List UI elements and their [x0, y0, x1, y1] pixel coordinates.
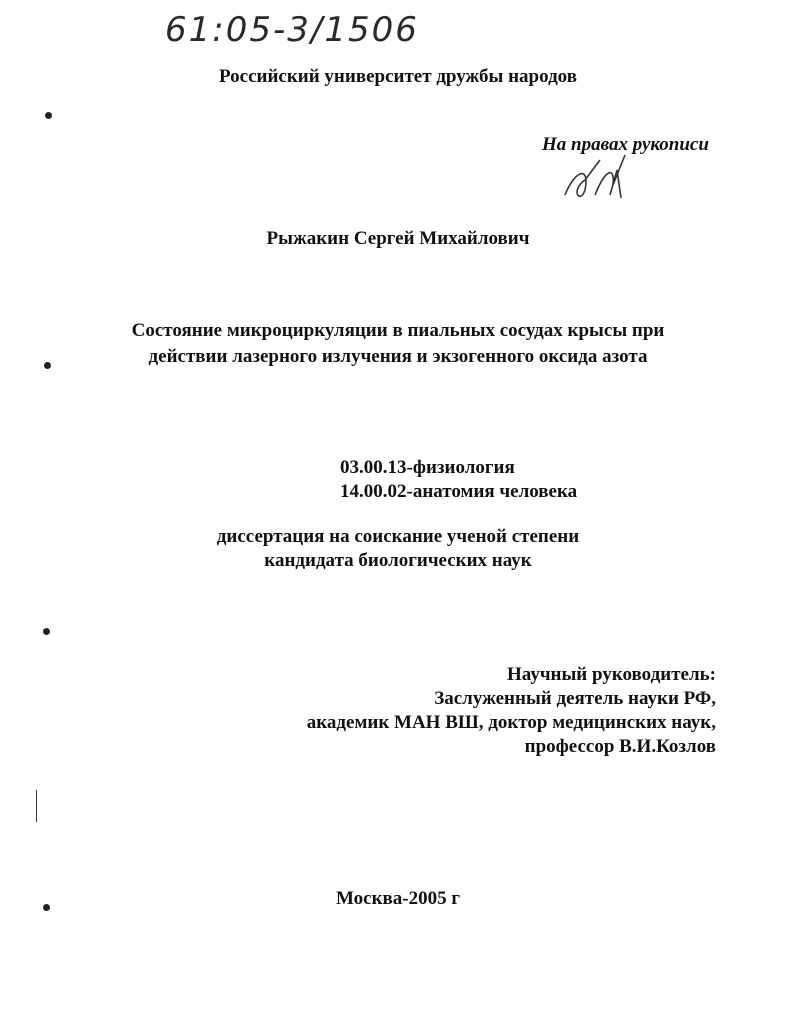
place-year: Москва-2005 г	[335, 888, 461, 909]
specialty-2: 14.00.02-анатомия человека	[340, 481, 578, 502]
signature-icon	[555, 150, 645, 220]
author-name: Рыжакин Сергей Михайлович	[266, 228, 530, 249]
supervisor-line-1: Заслуженный деятель науки РФ,	[434, 688, 716, 709]
supervisor-heading: Научный руководитель:	[507, 664, 716, 685]
specialty-1: 03.00.13-физиология	[340, 457, 515, 478]
margin-dot	[43, 628, 50, 635]
margin-mark	[36, 790, 37, 822]
degree-line-1: диссертация на соискание ученой степени	[216, 526, 580, 547]
degree-line-2: кандидата биологических наук	[264, 550, 532, 571]
manuscript-note: На правах рукописи	[542, 134, 709, 155]
archive-number: 61:05-3/1506	[165, 10, 419, 50]
university-name: Российский университет дружбы народов	[219, 66, 577, 87]
supervisor-line-3: профессор В.И.Козлов	[524, 736, 716, 757]
supervisor-line-2: академик МАН ВШ, доктор медицинских наук,	[306, 712, 716, 733]
title-line-1: Состояние микроциркуляции в пиальных сосудах крысы при	[131, 320, 665, 341]
margin-dot	[45, 112, 52, 119]
title-line-2: действии лазерного излучения и экзогенного оксида азота	[148, 346, 648, 367]
